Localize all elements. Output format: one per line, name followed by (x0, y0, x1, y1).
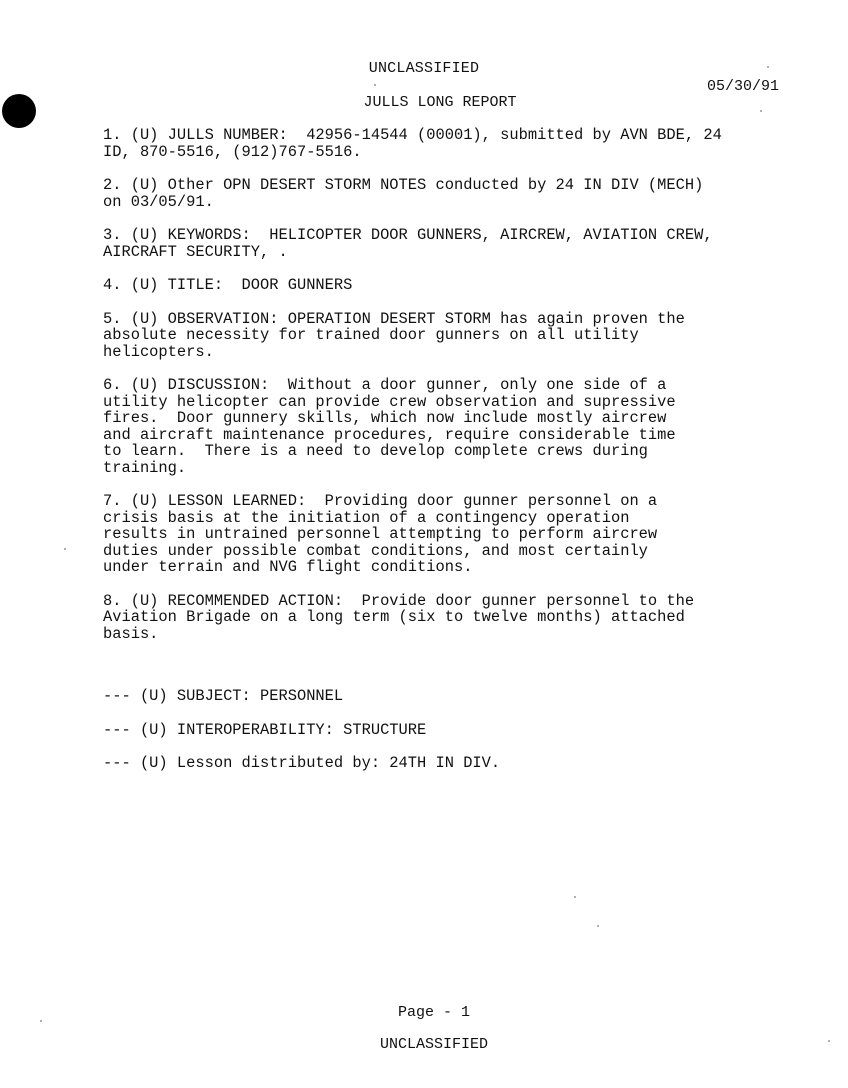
scan-speck (374, 84, 376, 86)
tag-subject: --- (U) SUBJECT: PERSONNEL (103, 687, 344, 705)
scan-speck (40, 1020, 42, 1022)
scan-speck (767, 66, 769, 68)
report-title: JULLS LONG REPORT (363, 94, 517, 111)
paragraph-discussion: 6. (U) DISCUSSION: Without a door gunner, only one side of a utility helicopter can provide crew observation and supressive fires. Door gunnery skills, which now include mostly aircrew and aircraft maintenance procedures, require considerable time to learn. There is a need to develop complete crews during training. (103, 376, 676, 477)
tag-distribution: --- (U) Lesson distributed by: 24TH IN DIV. (103, 754, 501, 772)
paragraph-julls-number: 1. (U) JULLS NUMBER: 42956-14544 (00001), submitted by AVN BDE, 24 ID, 870-5516, (912)767-5516. (103, 126, 722, 161)
scan-speck (597, 925, 599, 927)
paragraph-observation: 5. (U) OBSERVATION: OPERATION DESERT STORM has again proven the absolute necessity for trained door gunners on all utility helicopters. (103, 309, 685, 361)
scan-speck (760, 110, 762, 112)
paragraph-other-notes: 2. (U) Other OPN DESERT STORM NOTES conducted by 24 IN DIV (MECH) on 03/05/91. (103, 176, 704, 211)
paragraph-title: 4. (U) TITLE: DOOR GUNNERS (103, 276, 353, 294)
classification-footer: UNCLASSIFIED (379, 1036, 489, 1053)
tag-interoperability: --- (U) INTEROPERABILITY: STRUCTURE (103, 720, 427, 739)
paragraph-lesson-learned: 7. (U) LESSON LEARNED: Providing door gunner personnel on a crisis basis at the initiation of a contingency operation results in untrained personnel attempting to perform aircrew duties under possible combat conditions, and most certainly under terrain and NVG flight conditions. (103, 492, 658, 576)
paragraph-keywords: 3. (U) KEYWORDS: HELICOPTER DOOR GUNNERS, AIRCREW, AVIATION CREW, AIRCRAFT SECURITY, . (103, 226, 713, 261)
classification-header: UNCLASSIFIED (368, 60, 480, 77)
paragraph-recommended-action: 8. (U) RECOMMENDED ACTION: Provide door gunner personnel to the Aviation Brigade on a long term (six to twelve months) attached basis. (103, 591, 695, 643)
report-tags (103, 688, 500, 789)
scan-speck (828, 1040, 830, 1042)
page-number: Page - 1 (397, 1004, 470, 1021)
report-body (103, 127, 803, 659)
scan-speck (64, 548, 66, 550)
scan-speck (574, 896, 576, 898)
report-date: 05/30/91 (706, 78, 779, 95)
